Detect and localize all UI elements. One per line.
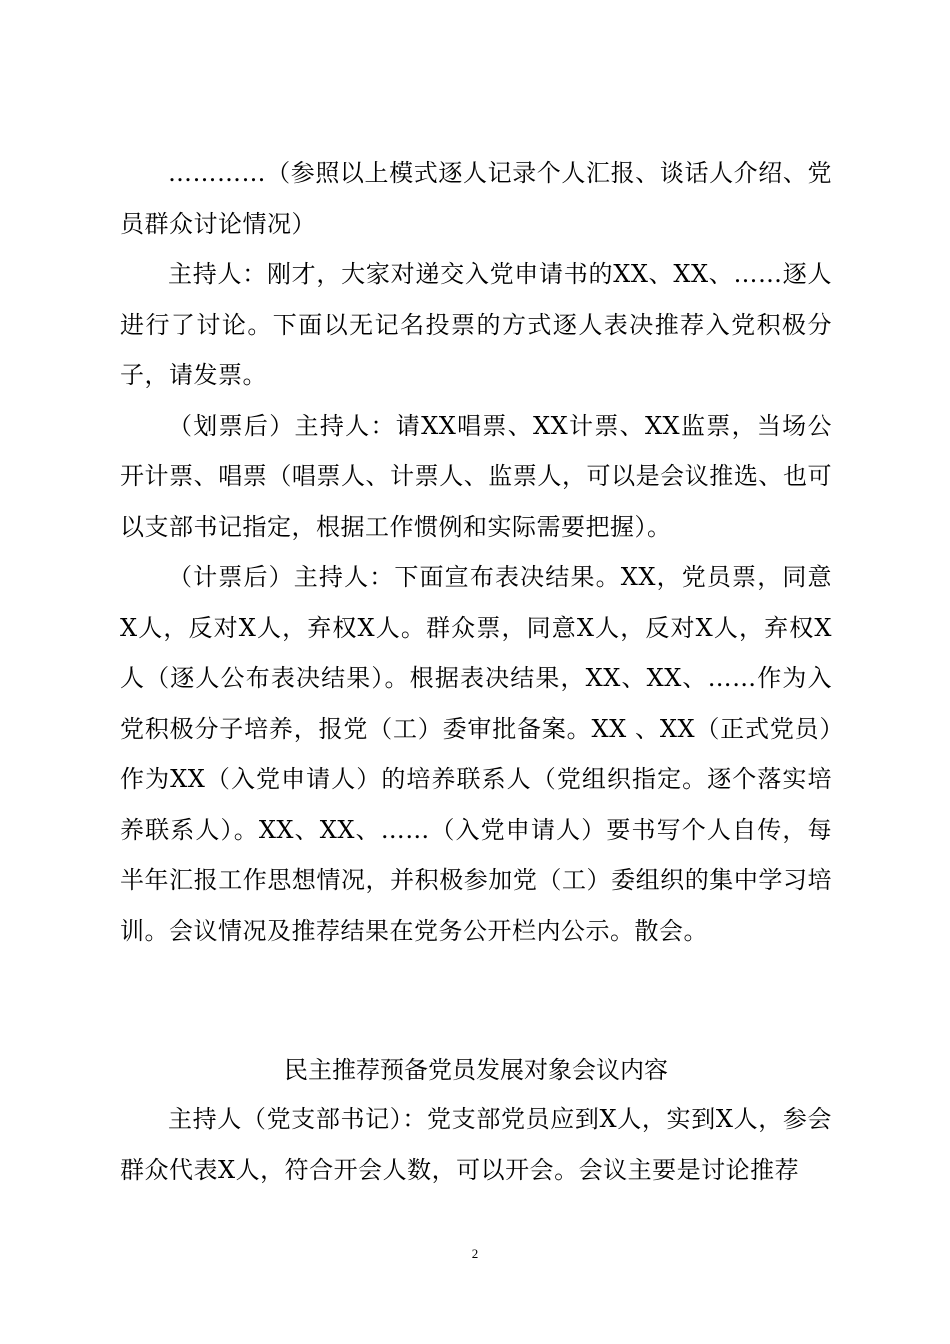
paragraph-vote-result: （计票后）主持人：下面宣布表决结果。XX，党员票，同意X人，反对X人，弃权X人。群众票，同意X人，反对X人，弃权X人（逐人公布表决结果）。根据表决结果，XX、XX、……作为入党积极分子培养，报党（工）委审批备案。XX 、XX（正式党员）作为XX（入党申请人）的培养联系人（党组织指定。逐个落实培养联系人）。XX、XX、……（入党申请人）要书写个人自传，每半年汇报工作思想情况，并积极参加党（工）委组织的集中学习培训。会议情况及推荐结果在党务公开栏内公示。散会。 [120, 563, 832, 945]
paragraph-vote-count: （划票后）主持人：请XX唱票、XX计票、XX监票，当场公开计票、唱票（唱票人、计票人、监票人，可以是会议推选、也可以支部书记指定，根据工作惯例和实际需要把握）。 [120, 411, 832, 541]
body-text [120, 148, 832, 956]
paragraph-host-opening: 主持人（党支部书记）：党支部党员应到X人，实到X人，参会群众代表X人，符合开会人数，可以开会。会议主要是讨论推荐 [120, 1105, 832, 1184]
paragraph-record-note: …………（参照以上模式逐人记录个人汇报、谈话人介绍、党员群众讨论情况） [120, 159, 832, 238]
paragraph-discussion: 主持人：刚才，大家对递交入党申请书的XX、XX、……逐人进行了讨论。下面以无记名投票的方式逐人表决推荐入党积极分子，请发票。 [120, 260, 832, 389]
section-body-text [120, 1094, 832, 1195]
page-number: 2 [471, 1246, 479, 1261]
section-title: 民主推荐预备党员发展对象会议内容 [284, 1056, 668, 1084]
